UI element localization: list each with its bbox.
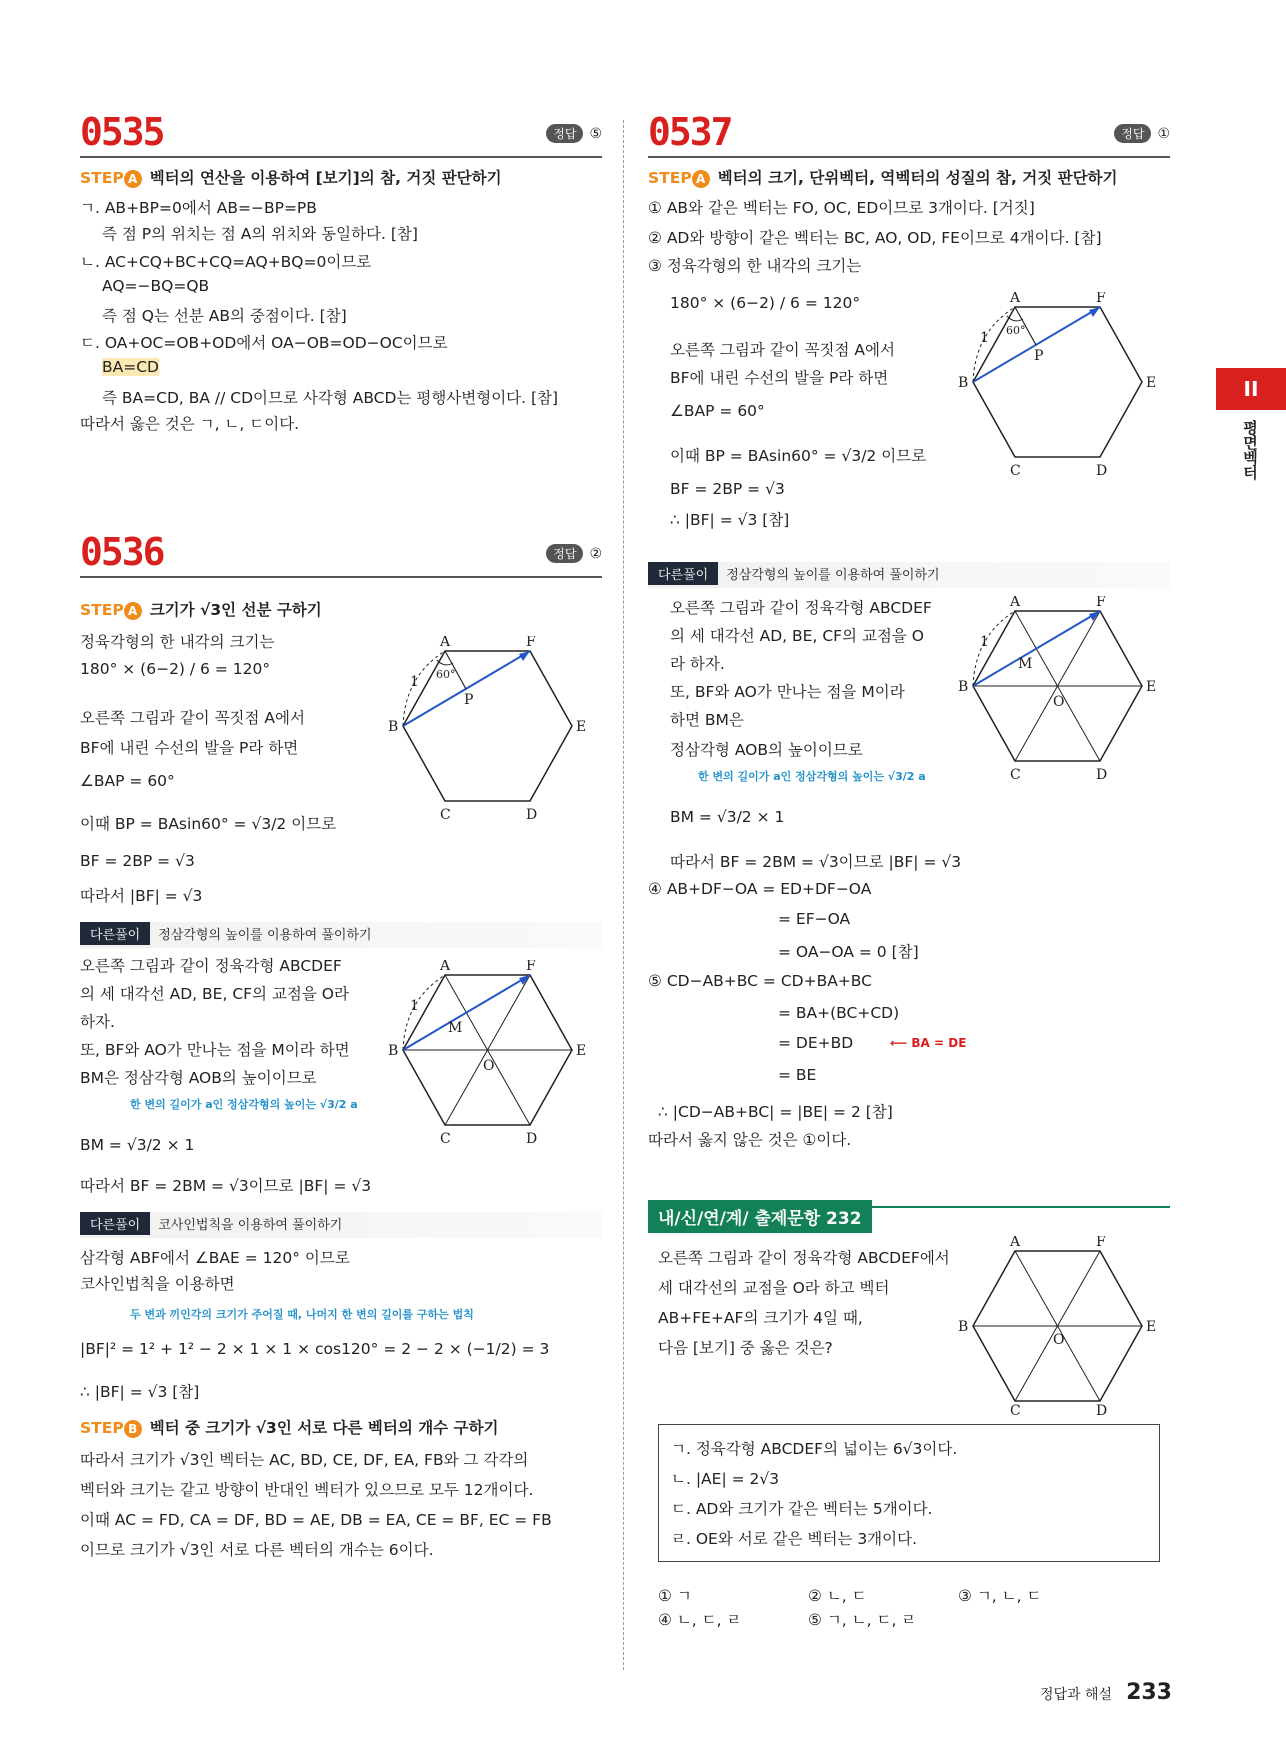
hexagon-figure-232 bbox=[950, 1236, 1170, 1416]
svg-text:D: D bbox=[1096, 767, 1108, 783]
hint-note: 한 변의 길이가 a인 정삼각형의 높이는 √3/2 a bbox=[698, 770, 926, 783]
alternative-solution-header: 다른풀이 코사인법칙을 이용하여 풀이하기 bbox=[80, 1212, 602, 1238]
svg-text:E: E bbox=[576, 1043, 587, 1059]
fraction-line: 180° × (6−2) / 6 = 120° bbox=[80, 660, 271, 678]
choice-3[interactable]: ③ ㄱ, ㄴ, ㄷ bbox=[958, 1587, 1042, 1605]
svg-text:60°: 60° bbox=[436, 668, 456, 681]
solution-line: AQ=−BQ=QB bbox=[102, 277, 210, 295]
solution-line: = BE bbox=[778, 1066, 817, 1084]
solution-line: 오른쪽 그림과 같이 꼭짓점 A에서 bbox=[670, 341, 895, 359]
solution-line: ㄱ. AB+BP=0에서 AB=−BP=PB bbox=[80, 199, 317, 217]
svg-text:E: E bbox=[1146, 375, 1157, 391]
svg-text:O: O bbox=[483, 1058, 495, 1074]
problem-header-0536 bbox=[80, 530, 602, 578]
hexagon-figure bbox=[380, 636, 600, 826]
solution-line: BM은 정삼각형 AOB의 높이이므로 bbox=[80, 1069, 317, 1087]
svg-text:C: C bbox=[1010, 1403, 1021, 1416]
svg-text:D: D bbox=[1096, 1403, 1108, 1416]
answer-badge: 정답 ⑤ bbox=[546, 124, 602, 143]
hexagon-figure bbox=[950, 292, 1170, 482]
svg-text:M: M bbox=[448, 1020, 463, 1036]
footer-text: 정답과 해설 bbox=[1039, 1687, 1113, 1703]
svg-text:F: F bbox=[1096, 596, 1106, 610]
solution-line: ② AD와 방향이 같은 벡터는 BC, AO, OD, FE이므로 4개이다. [참] bbox=[648, 229, 1102, 247]
bogi-item: ㄹ. OE와 서로 같은 벡터는 3개이다. bbox=[671, 1530, 918, 1548]
solution-line: ∠BAP = 60° bbox=[670, 402, 765, 420]
problem-header-0535 bbox=[80, 110, 602, 158]
alternative-solution-header: 다른풀이 정삼각형의 높이를 이용하여 풀이하기 bbox=[648, 562, 1170, 588]
svg-text:D: D bbox=[1096, 463, 1108, 479]
svg-text:D: D bbox=[526, 807, 538, 823]
problem-number: 0535 bbox=[80, 110, 164, 154]
svg-text:P: P bbox=[1034, 348, 1044, 364]
bogi-item: ㄱ. 정육각형 ABCDEF의 넓이는 6√3이다. bbox=[671, 1440, 958, 1458]
page-number: 233 bbox=[1126, 1680, 1172, 1705]
hexagon-figure-diagonals bbox=[950, 596, 1170, 786]
solution-line: = OA−OA = 0 [참] bbox=[778, 943, 919, 961]
solution-line: 하자. bbox=[80, 1013, 115, 1031]
answer-badge: 정답 ① bbox=[1114, 124, 1170, 143]
solution-line: 의 세 대각선 AD, BE, CF의 교점을 O라 bbox=[80, 985, 349, 1003]
svg-text:O: O bbox=[1053, 1332, 1065, 1348]
solution-line: 정삼각형 AOB의 높이이므로 bbox=[670, 741, 863, 759]
svg-text:F: F bbox=[526, 636, 536, 650]
solution-line: 오른쪽 그림과 같이 꼭짓점 A에서 bbox=[80, 709, 305, 727]
solution-line: 벡터와 크기는 같고 방향이 반대인 벡터가 있으므로 모두 12개이다. bbox=[80, 1481, 534, 1499]
hint-note: 한 변의 길이가 a인 정삼각형의 높이는 √3/2 a bbox=[130, 1098, 358, 1111]
solution-line: 즉 BA=CD, BA // CD이므로 사각형 ABCD는 평행사변형이다. [참] bbox=[102, 389, 559, 407]
svg-text:E: E bbox=[1146, 679, 1157, 695]
highlighted-equation: BA=CD bbox=[102, 358, 159, 376]
svg-text:B: B bbox=[958, 679, 969, 695]
solution-line: BM = √3/2 × 1 bbox=[670, 808, 785, 826]
solution-line: 이때 BP = BAsin60° = √3/2 이므로 bbox=[80, 815, 337, 833]
solution-line: ∴ |BF| = √3 [참] bbox=[80, 1383, 200, 1401]
solution-line: = BA+(BC+CD) bbox=[778, 1004, 900, 1022]
solution-line: 따라서 크기가 √3인 벡터는 AC, BD, CE, DF, EA, FB와 그 각각의 bbox=[80, 1451, 529, 1469]
chapter-tab: II bbox=[1216, 368, 1286, 410]
solution-line: 코사인법칙을 이용하면 bbox=[80, 1275, 235, 1293]
solution-line: ∠BAP = 60° bbox=[80, 772, 175, 790]
solution-line: ∴ |CD−AB+BC| = |BE| = 2 [참] bbox=[658, 1103, 893, 1121]
svg-text:1: 1 bbox=[980, 330, 989, 346]
problem-number: 0536 bbox=[80, 530, 164, 574]
svg-text:A: A bbox=[440, 636, 451, 650]
problem-line: 세 대각선의 교점을 O라 하고 벡터 bbox=[658, 1279, 890, 1297]
svg-text:1: 1 bbox=[410, 998, 419, 1014]
solution-line: BM = √3/2 × 1 bbox=[80, 1136, 195, 1154]
problem-line: 다음 [보기] 중 옳은 것은? bbox=[658, 1339, 833, 1357]
hint-note: 두 변과 끼인각의 크기가 주어질 때, 나머지 한 변의 길이를 구하는 법칙 bbox=[130, 1308, 474, 1321]
conclusion-line: 따라서 옳은 것은 ㄱ, ㄴ, ㄷ이다. bbox=[80, 415, 300, 433]
solution-line: 따라서 |BF| = √3 bbox=[80, 887, 203, 905]
step-a-heading: STEP A 벡터의 크기, 단위벡터, 역벡터의 성질의 참, 거짓 판단하기 bbox=[648, 169, 1118, 187]
svg-text:A: A bbox=[1010, 292, 1021, 306]
svg-text:F: F bbox=[1096, 292, 1106, 306]
svg-text:60°: 60° bbox=[1006, 324, 1026, 337]
column-divider bbox=[623, 120, 624, 1670]
svg-text:B: B bbox=[958, 1319, 969, 1335]
answer-badge: 정답 ② bbox=[546, 544, 602, 563]
page-footer bbox=[1040, 1680, 1172, 1705]
chapter-label: 평면벡터 bbox=[1241, 420, 1259, 480]
solution-line: 라 하자. bbox=[670, 655, 725, 673]
svg-text:D: D bbox=[526, 1131, 538, 1147]
solution-line: BF에 내린 수선의 발을 P라 하면 bbox=[670, 369, 889, 387]
solution-line: = EF−OA bbox=[778, 910, 851, 928]
svg-text:F: F bbox=[1096, 1236, 1106, 1250]
solution-line: 즉 점 Q는 선분 AB의 중점이다. [참] bbox=[102, 307, 347, 325]
svg-text:A: A bbox=[1010, 1236, 1021, 1250]
problem-line: AB+FE+AF의 크기가 4일 때, bbox=[658, 1309, 863, 1327]
choice-1[interactable]: ① ㄱ bbox=[658, 1587, 692, 1605]
solution-line: |BF|² = 1² + 1² − 2 × 1 × 1 × cos120° = 2 − 2 × (−1/2) = 3 bbox=[80, 1340, 550, 1358]
svg-text:C: C bbox=[1010, 767, 1021, 783]
solution-line: 즉 점 P의 위치는 점 A의 위치와 동일하다. [참] bbox=[102, 225, 418, 243]
svg-text:O: O bbox=[1053, 694, 1065, 710]
choice-5[interactable]: ⑤ ㄱ, ㄴ, ㄷ, ㄹ bbox=[808, 1611, 917, 1629]
solution-line: 또, BF와 AO가 만나는 점을 M이라 bbox=[670, 683, 905, 701]
svg-text:1: 1 bbox=[410, 674, 419, 690]
svg-text:A: A bbox=[1010, 596, 1021, 610]
solution-line: 따라서 BF = 2BM = √3이므로 |BF| = √3 bbox=[670, 853, 962, 871]
side-annotation: ⟵ BA = DE bbox=[890, 1036, 967, 1050]
solution-line: 오른쪽 그림과 같이 정육각형 ABCDEF bbox=[80, 957, 342, 975]
related-problem-banner: 내/신/연/계/ 출제문항 232 bbox=[648, 1200, 872, 1233]
solution-line: 이므로 크기가 √3인 서로 다른 벡터의 개수는 6이다. bbox=[80, 1541, 434, 1559]
solution-line: ∴ |BF| = √3 [참] bbox=[670, 511, 790, 529]
solution-line: 삼각형 ABF에서 ∠BAE = 120° 이므로 bbox=[80, 1249, 350, 1267]
hexagon-figure-diagonals bbox=[380, 960, 600, 1150]
problem-line: 오른쪽 그림과 같이 정육각형 ABCDEF에서 bbox=[658, 1249, 950, 1267]
solution-line: BF = 2BP = √3 bbox=[80, 852, 195, 870]
svg-text:F: F bbox=[526, 960, 536, 974]
solution-line: ⑤ CD−AB+BC = CD+BA+BC bbox=[648, 972, 872, 990]
svg-text:B: B bbox=[958, 375, 969, 391]
solution-line: 따라서 BF = 2BM = √3이므로 |BF| = √3 bbox=[80, 1177, 372, 1195]
problem-number: 0537 bbox=[648, 110, 732, 154]
solution-line: 이때 BP = BAsin60° = √3/2 이므로 bbox=[670, 447, 927, 465]
solution-line: 오른쪽 그림과 같이 정육각형 ABCDEF bbox=[670, 599, 932, 617]
solution-line: ㄴ. AC+CQ+BC+CQ=AQ+BQ=0이므로 bbox=[80, 253, 372, 271]
svg-text:1: 1 bbox=[980, 634, 989, 650]
solution-line: 정육각형의 한 내각의 크기는 bbox=[80, 633, 275, 651]
solution-line: ㄷ. OA+OC=OB+OD에서 OA−OB=OD−OC이므로 bbox=[80, 334, 448, 352]
choice-2[interactable]: ② ㄴ, ㄷ bbox=[808, 1587, 867, 1605]
solution-line: = DE+BD bbox=[778, 1034, 854, 1052]
solution-line: ① AB와 같은 벡터는 FO, OC, ED이므로 3개이다. [거짓] bbox=[648, 199, 1035, 217]
fraction-line: 180° × (6−2) / 6 = 120° bbox=[670, 294, 861, 312]
svg-text:C: C bbox=[440, 807, 451, 823]
conclusion-line: 따라서 옳지 않은 것은 ①이다. bbox=[648, 1131, 852, 1149]
solution-line: BF = 2BP = √3 bbox=[670, 480, 785, 498]
svg-text:C: C bbox=[440, 1131, 451, 1147]
svg-text:E: E bbox=[1146, 1319, 1157, 1335]
solution-line: 이때 AC = FD, CA = DF, BD = AE, DB = EA, CE = BF, EC = FB bbox=[80, 1511, 552, 1529]
svg-text:E: E bbox=[576, 719, 587, 735]
bogi-item: ㄷ. AD와 크기가 같은 벡터는 5개이다. bbox=[671, 1500, 933, 1518]
solution-line: ③ 정육각형의 한 내각의 크기는 bbox=[648, 257, 862, 275]
svg-text:B: B bbox=[388, 719, 399, 735]
bogi-box bbox=[658, 1424, 1160, 1562]
svg-text:M: M bbox=[1018, 656, 1033, 672]
step-a-heading: STEP A 크기가 √3인 선분 구하기 bbox=[80, 601, 322, 619]
solution-line: 또, BF와 AO가 만나는 점을 M이라 하면 bbox=[80, 1041, 350, 1059]
solution-line: 하면 BM은 bbox=[670, 711, 744, 729]
svg-text:C: C bbox=[1010, 463, 1021, 479]
problem-header-0537 bbox=[648, 110, 1170, 158]
svg-text:B: B bbox=[388, 1043, 399, 1059]
step-b-heading: STEP B 벡터 중 크기가 √3인 서로 다른 벡터의 개수 구하기 bbox=[80, 1419, 499, 1437]
bogi-item: ㄴ. |AE| = 2√3 bbox=[671, 1470, 780, 1488]
solution-line: BF에 내린 수선의 발을 P라 하면 bbox=[80, 739, 299, 757]
alternative-solution-header: 다른풀이 정삼각형의 높이를 이용하여 풀이하기 bbox=[80, 922, 602, 948]
solution-line: ④ AB+DF−OA = ED+DF−OA bbox=[648, 880, 872, 898]
step-a-heading: STEP A 벡터의 연산을 이용하여 [보기]의 참, 거짓 판단하기 bbox=[80, 169, 502, 187]
solution-line: 의 세 대각선 AD, BE, CF의 교점을 O bbox=[670, 627, 925, 645]
svg-text:P: P bbox=[464, 692, 474, 708]
choice-4[interactable]: ④ ㄴ, ㄷ, ㄹ bbox=[658, 1611, 742, 1629]
svg-text:A: A bbox=[440, 960, 451, 974]
